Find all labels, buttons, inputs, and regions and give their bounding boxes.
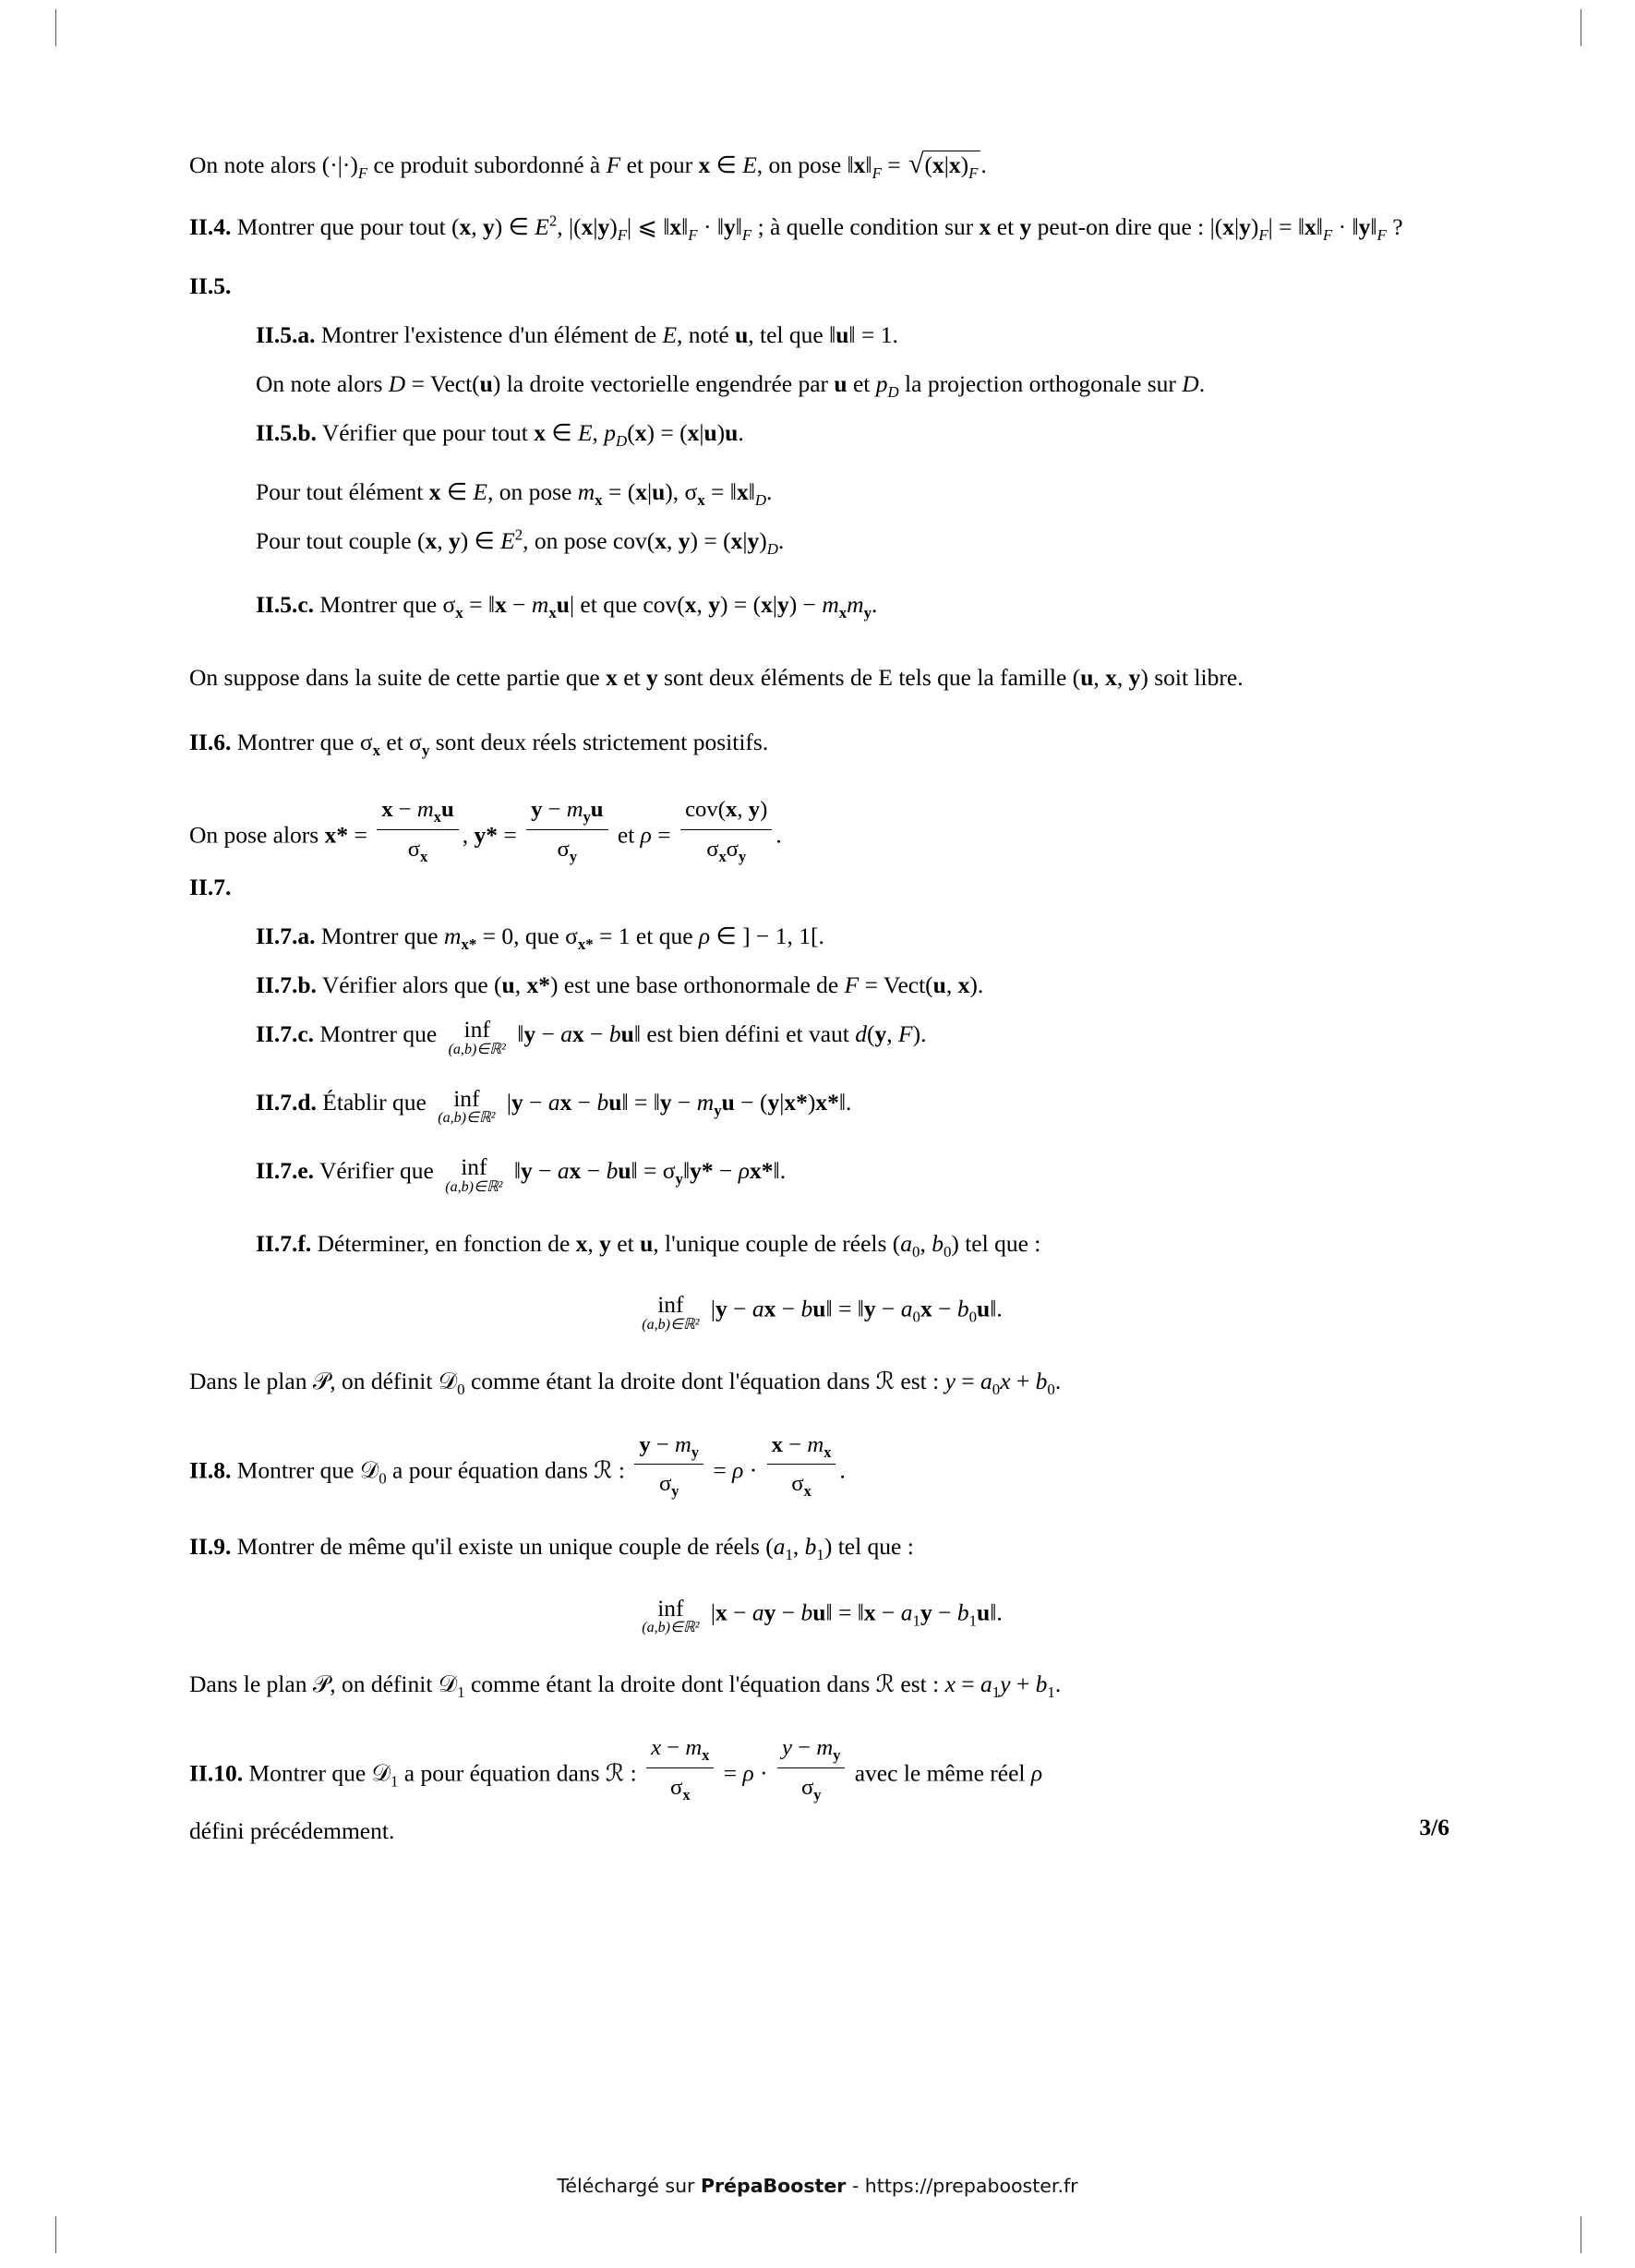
intro-in: ∈ xyxy=(710,151,743,178)
inf-op-label: inf xyxy=(453,1084,480,1112)
intro-text-2: ce produit subordonné à xyxy=(367,151,607,178)
credit-suffix: - https://prepabooster.fr xyxy=(846,2175,1078,2197)
item-ii7c: II.7.c. Montrer que inf (a,b)∈ℝ² ‖y − ax − bu‖ est bien défini et vaut d(y, F). xyxy=(256,1016,927,1057)
pose-eq-2: = xyxy=(497,821,523,849)
pose-rho: ρ xyxy=(640,821,652,849)
pose-prefix: On pose alors xyxy=(189,821,325,849)
fraction-ii8-right xyxy=(767,1428,836,1502)
item-ii10: II.10. Montrer que 𝒟$_1$ a pour équation dans ℛ : $\frac{x - m_x}{\sigma_x}$ = ρ · $\frac{y - m_y}{\sigma_y}$ avec le même réel ρ xyxy=(189,1731,1449,1804)
inf-limit-label: (a,b)∈ℝ² xyxy=(642,1316,700,1333)
download-credit xyxy=(0,2175,1635,2197)
item-ii4-label: II.4. xyxy=(189,212,232,240)
item-ii5b-label: II.5.b. xyxy=(256,418,317,446)
inf-op-label: inf xyxy=(657,1594,684,1622)
fraction-xstar-num: $x - m_xu$ xyxy=(381,797,454,826)
item-ii5a: II.5.a. Montrer l'existence d'un élément de E, noté u, tel que ‖u‖ = 1. xyxy=(256,321,898,349)
pose-eq-1: = xyxy=(348,821,374,849)
pose-period: . xyxy=(775,821,782,849)
intro-text-3: et pour xyxy=(620,151,699,178)
fraction-ii10-right-num: $y - m_y$ xyxy=(782,1734,841,1764)
intro-sqrt xyxy=(907,143,980,186)
credit-prefix: Téléchargé sur xyxy=(557,2175,702,2197)
inf-op-label: inf xyxy=(463,1016,490,1044)
fraction-rho xyxy=(680,792,772,866)
fraction-ystar-num: $y - m_yu$ xyxy=(531,797,604,826)
item-ii7d-pre: Établir que xyxy=(322,1088,427,1116)
fraction-ii10-left xyxy=(646,1731,714,1804)
item-ii7e-label: II.7.e. xyxy=(256,1157,315,1185)
item-ii10-label: II.10. xyxy=(189,1759,244,1787)
item-ii8: II.8. Montrer que 𝒟$_0$ a pour équation dans ℛ : $\frac{y - m_y}{\sigma_y}$ = ρ · $\frac{x - m_x}{\sigma_x}$ . xyxy=(189,1428,1449,1502)
fraction-xstar xyxy=(377,792,458,866)
plan-d0-paragraph: Dans le plan 𝒫, on définit 𝒟$_0$ comme étant la droite dont l'équation dans ℛ est : $y = a_0x + b_0$. xyxy=(189,1367,1062,1399)
inf-operator-ii7e xyxy=(445,1155,502,1195)
item-ii7a-label: II.7.a. xyxy=(256,923,316,950)
item-ii5b: II.5.b. Vérifier que pour tout x ∈ E, $p_D(x) = (x|u)u$. xyxy=(256,418,744,450)
display-equation-ii9: inf (a,b)∈ℝ² |x − ay − bu‖ = ‖x − $a_1y$ − $b_1u‖$. xyxy=(642,1594,1003,1636)
intro-text-4: , on pose ‖ xyxy=(756,151,854,178)
radical-sign: √ xyxy=(908,148,924,179)
last-line-row xyxy=(189,1814,1449,1845)
inf-limit-label: (a,b)∈ℝ² xyxy=(438,1110,496,1127)
inf-limit-label: (a,b)∈ℝ² xyxy=(445,1178,503,1195)
intro-text-5: ‖ xyxy=(865,151,872,178)
item-ii9: II.9. Montrer de même qu'il existe un unique couple de réels ($a_1$, $b_1$) tel que : xyxy=(189,1532,914,1563)
item-ii4: II.4. Montrer que pour tout (x, y) ∈ $E^2$, $|(x|y)_F|$ ⩽ $‖x‖_F$ · $‖y‖_F$ ; à quelle condition sur x et y peut-on dire que : $|(x|y)_F|$ = $‖x‖_F$ · $‖y‖_F$ ? xyxy=(189,211,1403,244)
item-ii5-def-2: Pour tout couple (x, y) ∈ $E^2$, on pose cov(x, $y) = (x|y)_D$. xyxy=(256,525,785,559)
intro-text-6: = xyxy=(881,151,908,178)
intro-paragraph: On note alors $(\cdot|\cdot)_F$ ce produit subordonné à F et pour x ∈ E, on pose $‖x‖_F = √(x|x)_F$ . xyxy=(189,143,1449,186)
item-ii6: II.6. Montrer que $\sigma_x$ et $\sigma_y$ sont deux réels strictement positifs. xyxy=(189,729,769,760)
intro-set-f: F xyxy=(606,151,621,178)
display-equation-ii7f: inf (a,b)∈ℝ² |y − ax − bu‖ = ‖y − $a_0x$ − $b_0u‖$. xyxy=(642,1291,1003,1333)
intro-vec-x2: x xyxy=(853,151,866,178)
fraction-rho-num: cov(x, y) xyxy=(685,797,768,823)
inf-operator-ii9-display xyxy=(642,1594,700,1636)
crop-mark-top-left-v xyxy=(55,9,56,46)
intro-vec-x: x xyxy=(698,151,711,178)
item-ii7b: II.7.b. Vérifier alors que (u, x*) est une base orthonormale de F = Vect(u, x). xyxy=(256,971,984,998)
item-ii7c-label: II.7.c. xyxy=(256,1019,315,1047)
item-ii5-label: II.5. xyxy=(189,272,232,300)
intro-sub-f: F xyxy=(357,164,368,183)
fraction-ii8-right-den: $\sigma_x$ xyxy=(767,1464,836,1502)
intro-text-1: On note alors (·|·) xyxy=(189,151,358,178)
fraction-ii8-left-den: $\sigma_y$ xyxy=(634,1464,703,1502)
item-ii5-note: On note alors D = Vect(u) la droite vectorielle engendrée par u et $p_D$ la projection orthogonale sur D. xyxy=(256,369,1206,402)
pose-eq-3: = xyxy=(651,821,678,849)
inf-operator-ii7c xyxy=(449,1018,506,1057)
item-ii7e-pre: Vérifier que xyxy=(319,1157,434,1185)
pose-et: et xyxy=(611,821,641,849)
fraction-rho-den: $\sigma_x\sigma_y$ xyxy=(680,829,772,867)
item-ii7-label: II.7. xyxy=(189,874,232,901)
definition-xstar-ystar-rho xyxy=(189,792,1449,866)
item-ii5a-label: II.5.a. xyxy=(256,321,316,349)
fraction-ii10-left-num: $x - m_x$ xyxy=(651,1734,710,1764)
item-ii5-label-row xyxy=(189,269,1449,305)
radical-argument: $(x|x)_F$ xyxy=(923,151,981,178)
credit-brand: PrépaBooster xyxy=(701,2175,847,2197)
item-ii5-def-1: Pour tout élément x ∈ E, on pose $m_x = (x|u)$, $\sigma_x$ = $‖x‖_D$. xyxy=(256,478,773,510)
fraction-ystar-den: $\sigma_y$ xyxy=(526,829,607,867)
item-ii7-label-row xyxy=(189,870,1449,906)
pose-comma: , xyxy=(462,821,475,849)
plan-d1-paragraph: Dans le plan 𝒫, on définit 𝒟$_1$ comme étant la droite dont l'équation dans ℛ est : $x = a_1y + b_1$. xyxy=(189,1671,1062,1702)
pose-xstar: x* xyxy=(324,821,349,849)
inf-op-label: inf xyxy=(657,1291,684,1319)
item-ii5c-label: II.5.c. xyxy=(256,590,315,618)
item-ii7d: II.7.d. Établir que inf (a,b)∈ℝ² |y − ax − bu‖ = ‖y − $m_yu$ − (y|x*)x*‖. xyxy=(256,1084,852,1127)
item-ii7f-label: II.7.f. xyxy=(256,1229,312,1257)
fraction-ii10-right-den: $\sigma_y$ xyxy=(777,1767,845,1805)
intro-sub-f2: F xyxy=(872,164,882,183)
item-ii7c-pre: Montrer que xyxy=(319,1019,438,1047)
inf-limit-label: (a,b)∈ℝ² xyxy=(642,1620,700,1636)
fraction-ii8-left-num: $y - m_y$ xyxy=(639,1431,700,1461)
item-ii7d-label: II.7.d. xyxy=(256,1088,317,1116)
item-ii7a: II.7.a. Montrer que $m_{x*} = 0$, que $\sigma_{x*} = 1$ et que ρ ∈ ] − 1, 1[. xyxy=(256,923,824,954)
page-number: 3/6 xyxy=(1419,1814,1449,1841)
inf-limit-label: (a,b)∈ℝ² xyxy=(448,1041,506,1057)
item-ii7b-label: II.7.b. xyxy=(256,971,317,998)
item-ii9-label: II.9. xyxy=(189,1532,232,1560)
intro-set-e: E xyxy=(742,151,757,178)
item-ii8-label: II.8. xyxy=(189,1456,232,1484)
fraction-ii10-right xyxy=(777,1731,845,1804)
item-ii5c: II.5.c. Montrer que $\sigma_x$ = ‖x − $m_xu|$ et que cov(x, $y) = (x|y) - m_xm_y$. xyxy=(256,590,878,622)
fraction-ii8-left xyxy=(634,1428,703,1502)
item-ii6-label: II.6. xyxy=(189,729,232,756)
crop-mark-bottom-left-v xyxy=(55,2216,56,2253)
item-ii7f: II.7.f. Déterminer, en fonction de x, y et u, l'unique couple de réels ($a_0$, $b_0$) tel que : xyxy=(256,1229,1041,1261)
assumption-paragraph: On suppose dans la suite de cette partie que x et y sont deux éléments de E tels que la famille (u, x, y) soit libre. xyxy=(189,663,1244,691)
page-body xyxy=(189,143,1449,1845)
pose-ystar: y* xyxy=(474,821,498,849)
inf-operator-ii7f-display xyxy=(642,1293,699,1333)
fraction-ystar xyxy=(526,792,607,866)
fraction-xstar-den: $\sigma_x$ xyxy=(377,829,458,867)
item-ii7e: II.7.e. Vérifier que inf (a,b)∈ℝ² ‖y − ax − bu‖ = $\sigma_y‖y*$ − ρx*‖. xyxy=(256,1153,787,1195)
item-ii10-line2: défini précédemment. xyxy=(189,1817,395,1845)
inf-op-label: inf xyxy=(461,1153,487,1181)
fraction-ii10-left-den: $\sigma_x$ xyxy=(646,1767,714,1805)
fraction-ii8-right-num: $x - m_x$ xyxy=(771,1431,832,1461)
inf-operator-ii7d xyxy=(438,1084,496,1127)
